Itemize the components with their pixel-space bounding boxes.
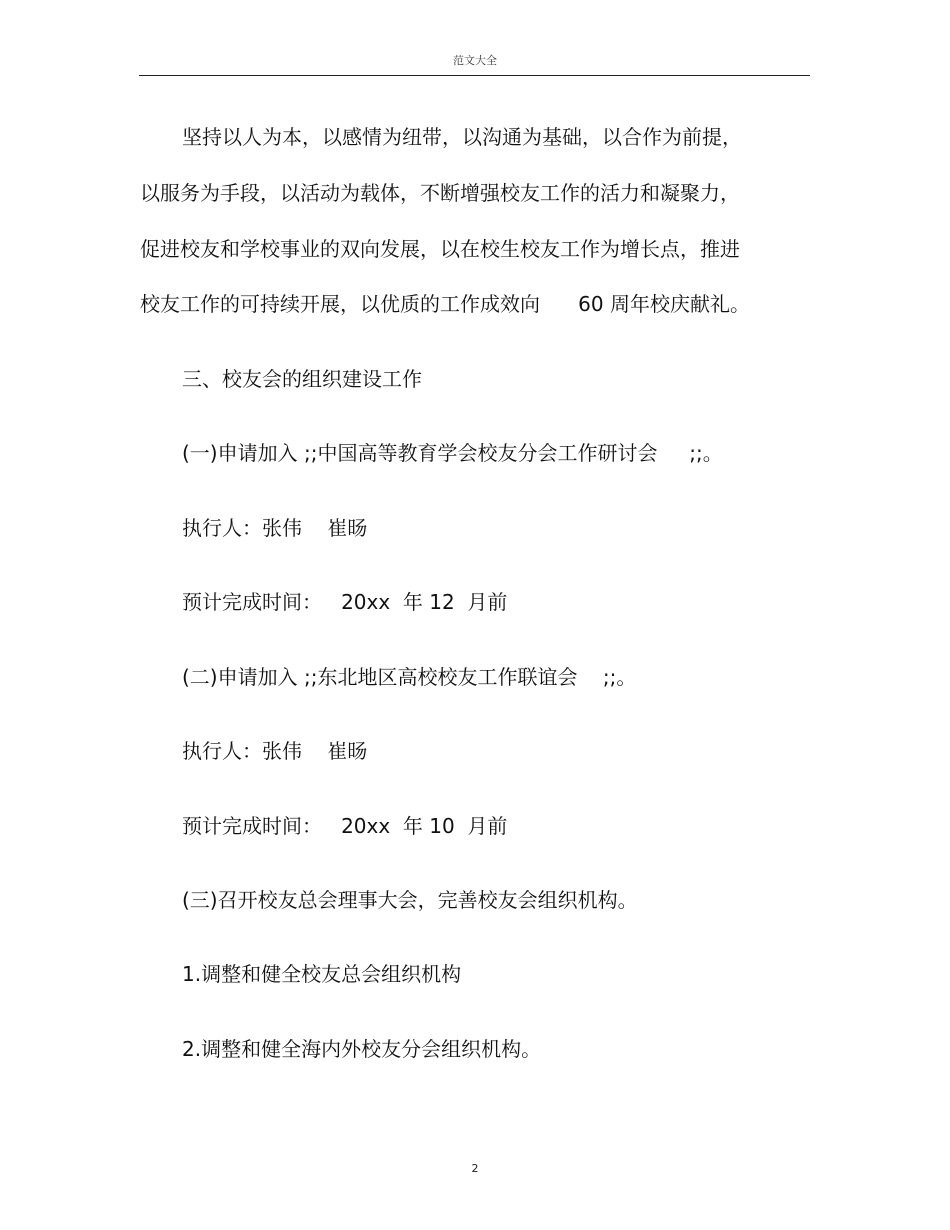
header-title: 范文大全 bbox=[453, 54, 497, 67]
list-item-1-executor: 执行人：张伟 崔旸 bbox=[182, 516, 368, 540]
header-divider bbox=[139, 75, 810, 76]
paragraph-line-2: 以服务为手段，以活动为载体，不断增强校友工作的活力和凝聚力， bbox=[140, 181, 740, 205]
paragraph-line-4: 校友工作的可持续开展，以优质的工作成效向 60 周年校庆献礼。 bbox=[140, 292, 750, 316]
sub-list-item-1: 1.调整和健全校友总会组织机构 bbox=[182, 962, 462, 986]
paragraph-line-3: 促进校友和学校事业的双向发展，以在校生校友工作为增长点，推进 bbox=[140, 237, 740, 261]
paragraph-line-1: 坚持以人为本，以感情为纽带，以沟通为基础，以合作为前提， bbox=[182, 125, 742, 149]
page-number: 2 bbox=[471, 1162, 479, 1175]
list-item-1: (一)申请加入 ;;中国高等教育学会校友分会工作研讨会 ;;。 bbox=[182, 441, 723, 465]
list-item-1-deadline: 预计完成时间： 20xx 年 12 月前 bbox=[182, 590, 508, 614]
section-heading: 三、校友会的组织建设工作 bbox=[182, 367, 422, 391]
sub-list-item-2: 2.调整和健全海内外校友分会组织机构。 bbox=[182, 1037, 542, 1061]
list-item-2: (二)申请加入 ;;东北地区高校校友工作联谊会 ;;。 bbox=[182, 665, 637, 689]
list-item-3: (三)召开校友总会理事大会，完善校友会组织机构。 bbox=[182, 888, 638, 912]
list-item-2-deadline: 预计完成时间： 20xx 年 10 月前 bbox=[182, 814, 508, 838]
list-item-2-executor: 执行人：张伟 崔旸 bbox=[182, 739, 368, 763]
